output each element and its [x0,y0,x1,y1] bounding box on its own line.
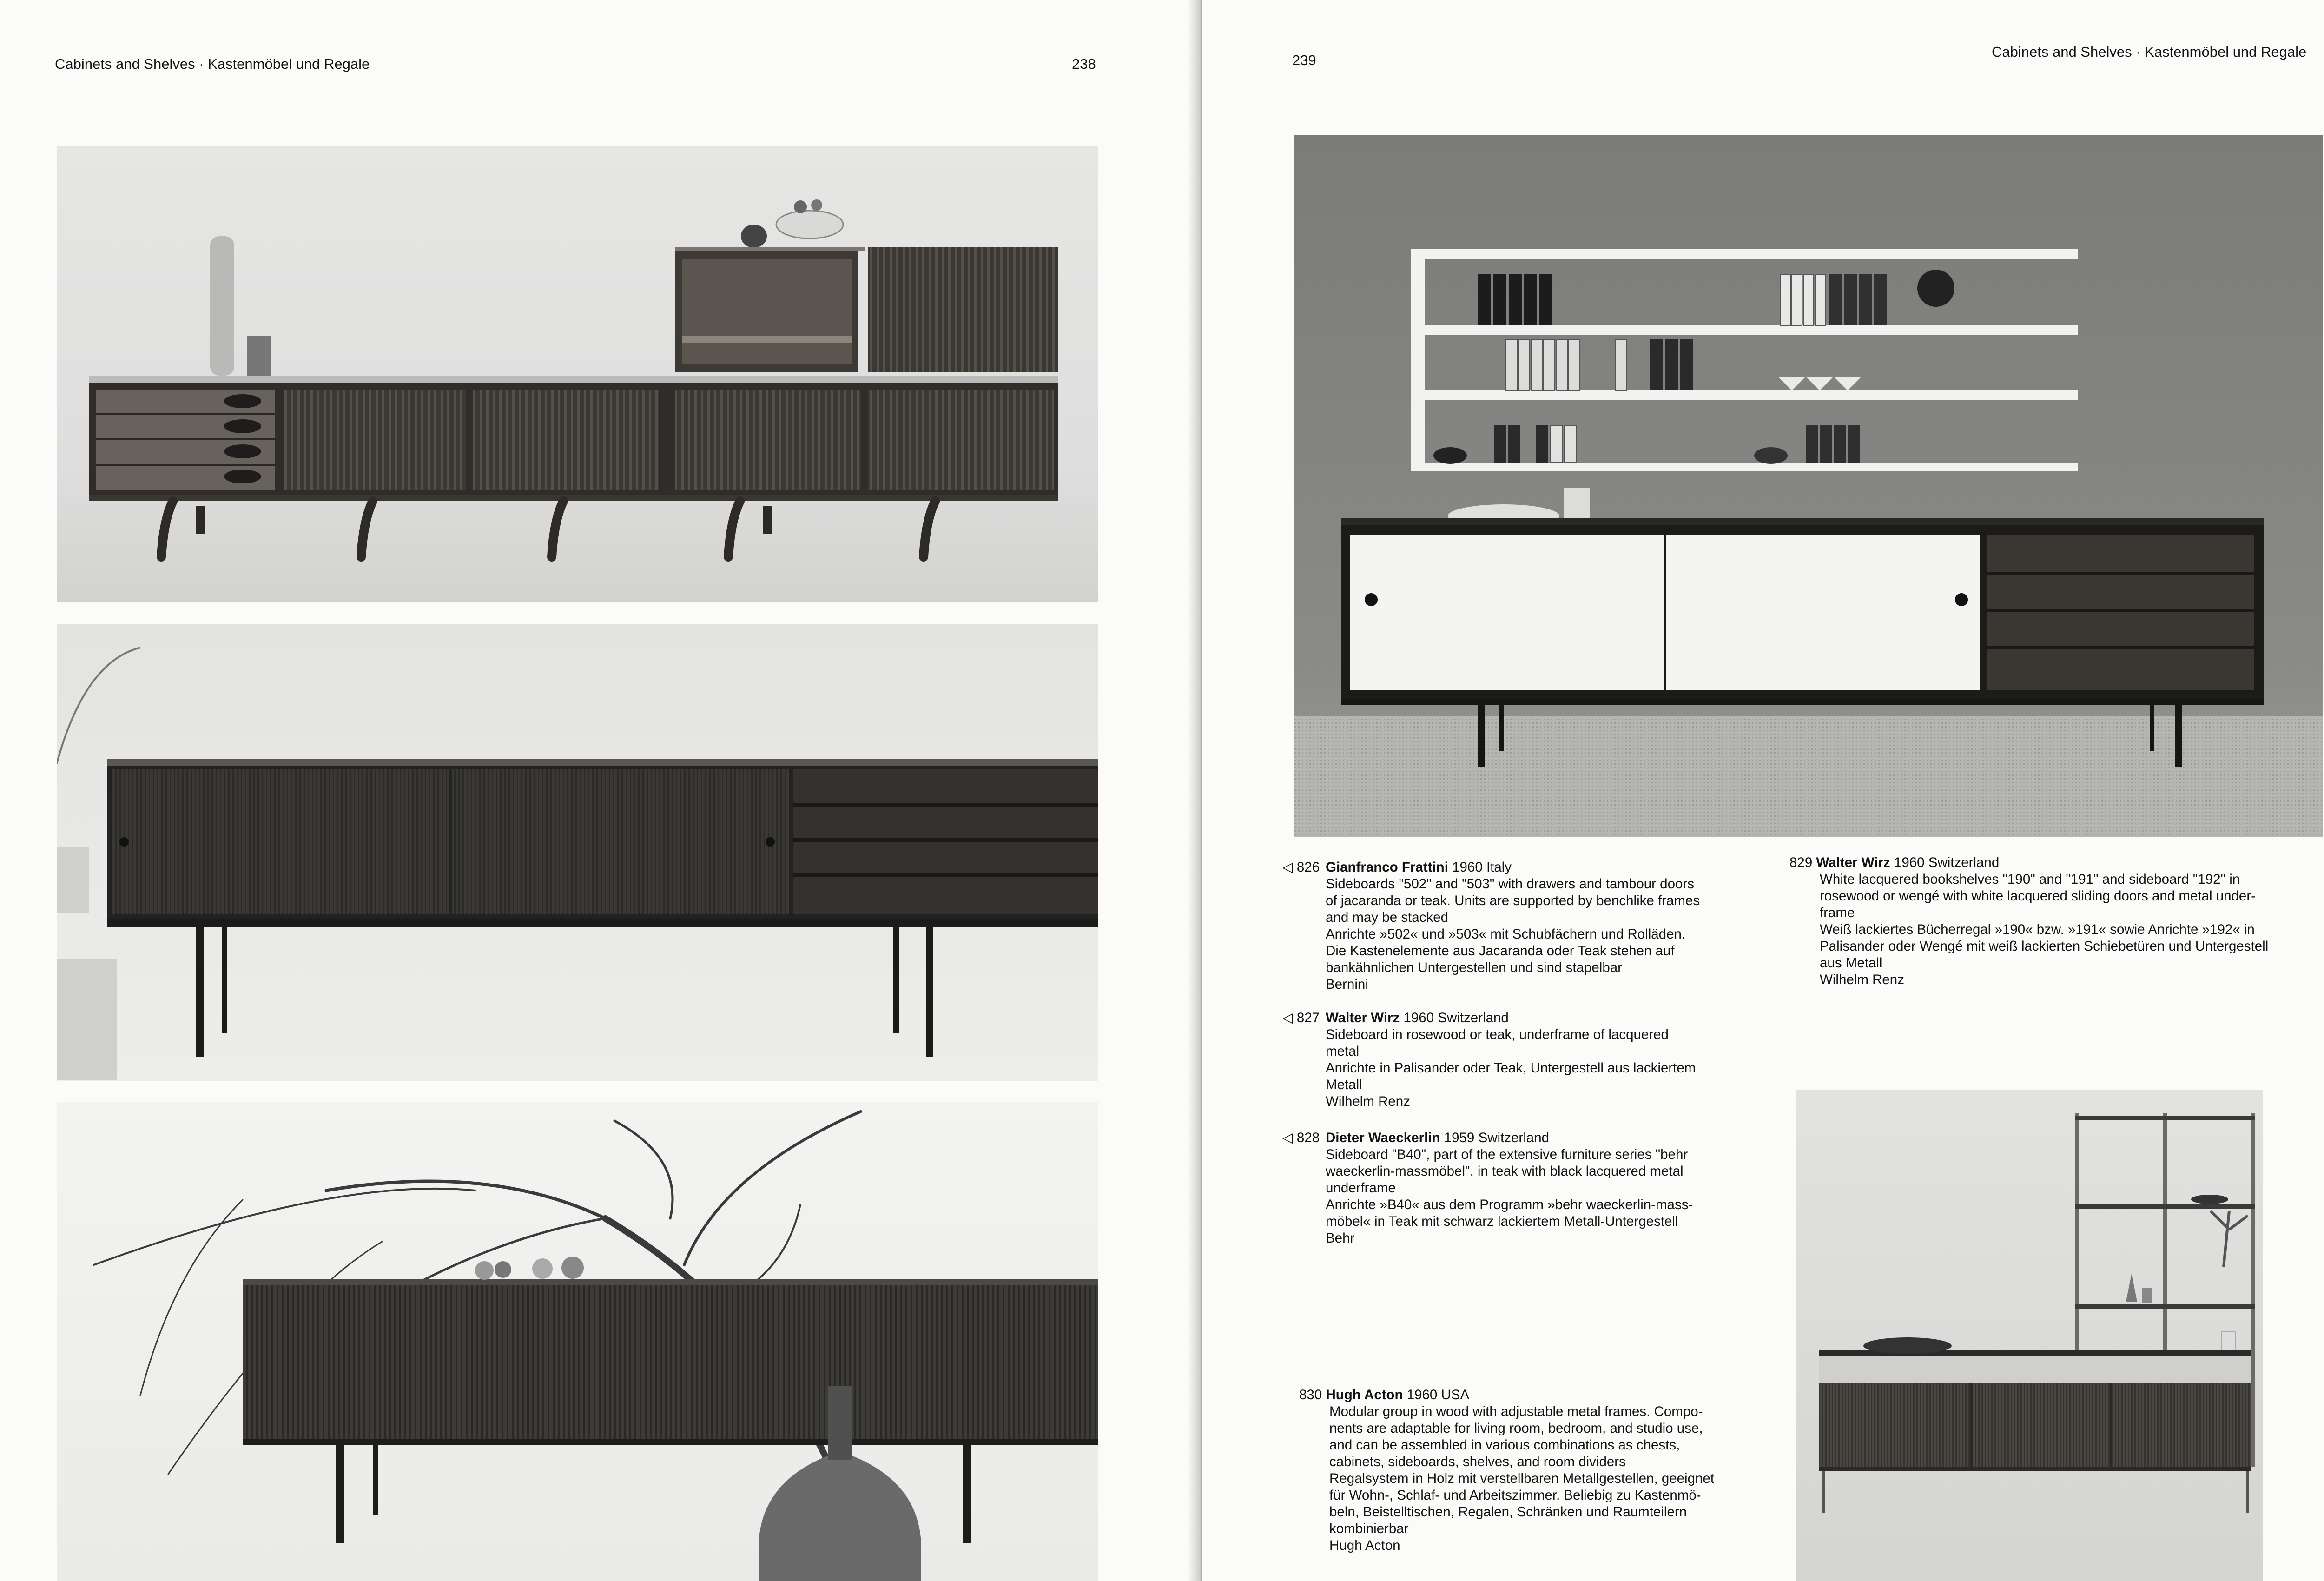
back-arrow-icon: ◁ [1282,1130,1293,1145]
designer-name: Walter Wirz [1816,855,1890,870]
right-page [1202,0,2324,1581]
designer-name: Walter Wirz [1326,1010,1400,1025]
caption-826-body: Sideboards "502" and "503" with drawers and tambour doors of jacaranda or teak. Units are supported by benchlike frames and may be stacked Anrichte »502« und »503« mit Schubfächern und Rolläden. Die Kastenelemente aus Jacaranda oder Teak stehen auf bankähnlichen Untergestellen und sind stapelbar Bernini [1326,876,1700,992]
caption-827-number: ◁ 827 [1282,1010,1320,1025]
page-number-right: 239 [1292,52,1316,68]
caption-828 [1282,1130,1693,1247]
caption-830-number: 830 [1299,1387,1322,1402]
caption-830-body: Modular group in wood with adjustable metal frames. Compo- nents are adaptable for living room, bedroom, and studio use, and can be assembled in various combinations as chests, cabinets, sideboards, shelves, and room dividers Regalsystem in Holz mit verstellbaren Metallgestellen, geeignet für Wohn-, Schlaf- und Arbeitszimmer. Beliebig zu Kastenmö- beln, Beistelltischen, Regalen, Schränken und Raumteilern kombinierbar Hugh Acton [1329,1404,1715,1553]
country: Switzerland [1438,1010,1509,1025]
caption-829-header [1789,854,2268,871]
caption-827-header [1282,1010,1696,1026]
caption-827 [1282,1010,1696,1110]
designer-name: Hugh Acton [1326,1387,1403,1402]
country: Switzerland [1928,855,2000,870]
running-head-left: Cabinets and Shelves · Kastenmöbel und Regale [55,56,370,72]
year: 1960 [1894,855,1925,870]
designer-name: Dieter Waeckerlin [1326,1130,1440,1145]
caption-828-number: ◁ 828 [1282,1130,1320,1145]
year: 1960 [1406,1387,1438,1402]
country: Switzerland [1478,1130,1550,1145]
year: 1959 [1444,1130,1475,1145]
back-arrow-icon: ◁ [1282,1010,1293,1025]
caption-828-header [1282,1130,1693,1146]
caption-830-header [1299,1387,1714,1403]
country: USA [1441,1387,1470,1402]
page-number-left: 238 [1072,56,1096,72]
photo-829-wirz-shelves [1294,135,2323,837]
caption-828-body: Sideboard "B40", part of the extensive furniture series "behr waeckerlin-massmöbel", in teak with black lacquered metal underframe Anrichte »B40« aus dem Programm »behr waeckerlin-mass- möbel« in Teak mit schwarz lackiertem Metall-Untergestell Behr [1326,1147,1693,1246]
caption-829 [1789,854,2268,988]
photo-828-waeckerlin-sideboard [57,1102,1098,1581]
caption-827-body: Sideboard in rosewood or teak, underframe of lacquered metal Anrichte in Palisander oder Teak, Untergestell aus lackiertem Metall Wilhelm Renz [1326,1027,1696,1109]
caption-826-number: ◁ 826 [1282,860,1320,875]
photo-827-wirz-sideboard [57,624,1098,1081]
year: 1960 [1452,860,1483,875]
photo-830-acton-modular-group [1796,1090,2263,1581]
caption-829-number: 829 [1789,855,1813,870]
caption-826 [1282,859,1700,993]
caption-830 [1299,1387,1714,1554]
country: Italy [1486,860,1512,875]
running-head-right: Cabinets and Shelves · Kastenmöbel und Regale [1992,44,2307,60]
caption-826-header [1282,859,1700,876]
back-arrow-icon: ◁ [1282,860,1293,875]
year: 1960 [1403,1010,1434,1025]
caption-829-body: White lacquered bookshelves "190" and "191" and sideboard "192" in rosewood or wengé with white lacquered sliding doors and metal under- frame Weiß lackiertes Bücherregal »190« bzw. »191« sowie Anrichte »192« in Palisander oder Wengé mit weiß lackierten Schiebetüren und Untergestell aus Metall Wilhelm Renz [1820,872,2269,987]
designer-name: Gianfranco Frattini [1326,860,1448,875]
photo-826-frattini-sideboards [57,146,1098,602]
